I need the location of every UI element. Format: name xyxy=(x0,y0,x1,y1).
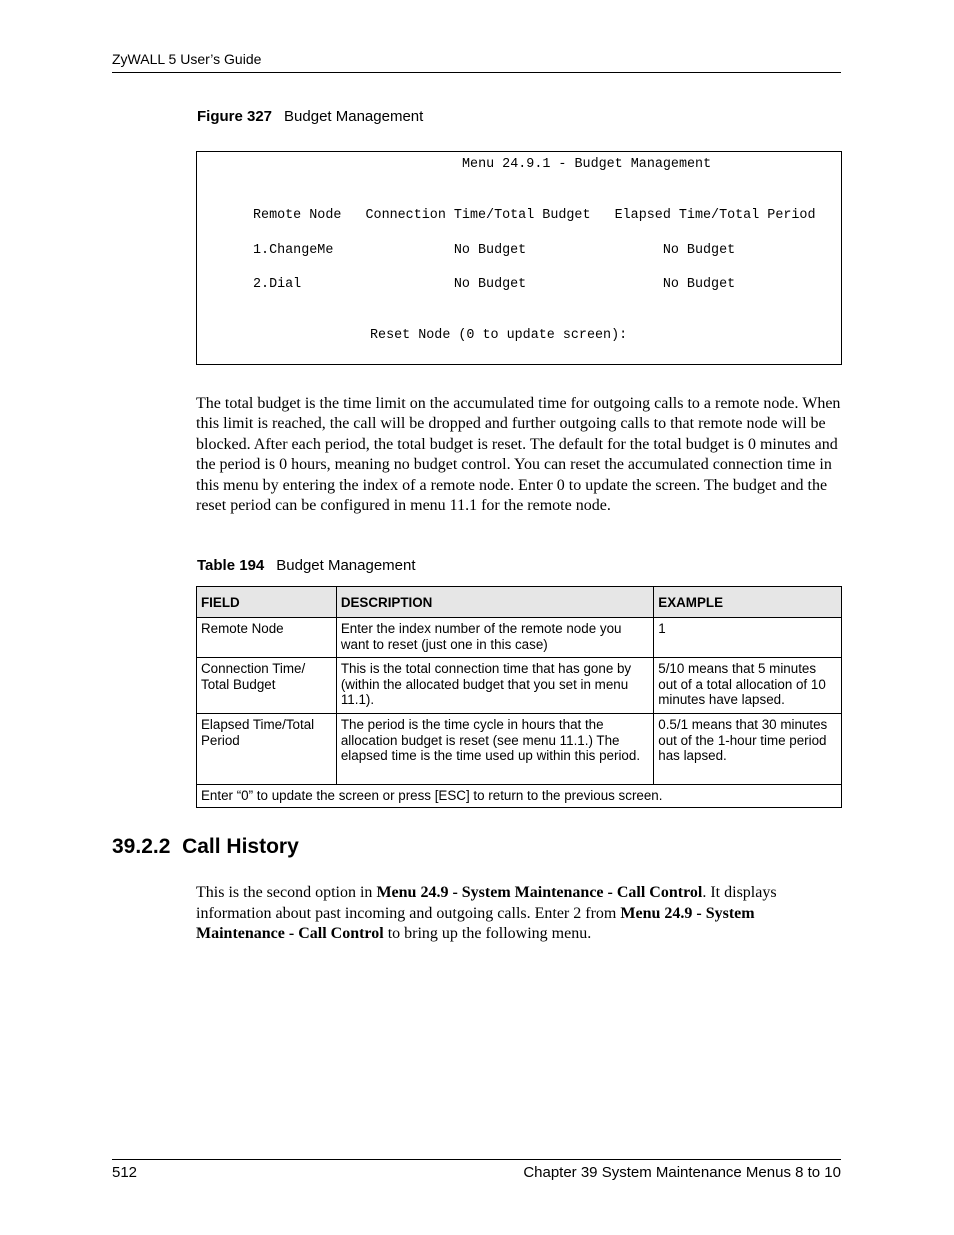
table-header-row xyxy=(197,587,842,618)
menu-title: Menu 24.9.1 - Budget Management xyxy=(462,157,712,172)
section-heading xyxy=(112,835,299,859)
figure-caption xyxy=(197,108,423,125)
field-cell: Remote Node xyxy=(197,618,337,658)
menu-reference: Menu 24.9 - System Maintenance - Call Control xyxy=(376,884,703,901)
section-number: 39.2.2 xyxy=(112,835,171,858)
field-cell: Elapsed Time/Total Period xyxy=(197,714,337,785)
menu-screen xyxy=(196,151,842,365)
field-cell: Connection Time/ Total Budget xyxy=(197,658,337,714)
menu-row: 1.ChangeMe No Budget No Budget xyxy=(253,243,736,258)
column-header-description: DESCRIPTION xyxy=(336,587,653,618)
description-cell: Enter the index number of the remote node you want to reset (just one in this case) xyxy=(336,618,653,658)
para-text: . It displays information about past incoming and outgoing calls. Enter 2 from xyxy=(196,884,777,922)
menu-row: 2.Dial No Budget No Budget xyxy=(253,277,736,292)
para-text: This is the second option in xyxy=(196,884,377,901)
description-cell: The period is the time cycle in hours that the allocation budget is reset (see menu 11.1.) The elapsed time is the time used up within this period. xyxy=(336,714,653,785)
page-header xyxy=(112,51,841,73)
table-caption xyxy=(197,557,416,574)
column-header-field: FIELD xyxy=(197,587,337,618)
budget-management-table xyxy=(196,586,842,808)
table-row xyxy=(197,714,842,785)
menu-reference: Menu 24.9 - System Maintenance - Call Control xyxy=(196,904,755,942)
description-cell: This is the total connection time that has gone by (within the allocated budget that you set in menu 11.1). xyxy=(336,658,653,714)
menu-column-headers: Remote Node Connection Time/Total Budget Elapsed Time/Total Period xyxy=(253,208,816,223)
body-paragraph: The total budget is the time limit on the accumulated time for outgoing calls to a remote node. When this limit is reached, the call will be dropped and further outgoing calls to that remote node will be blocked. After each period, the total budget is reset. The default for the total budget is 0 minutes and the period is 0 hours, meaning no budget control. You can reset the accumulated connection time in this menu by entering the index of a remote node. Enter 0 to update the screen. The budget and the reset period can be configured in menu 11.1 for the remote node. xyxy=(196,395,841,515)
table-title: Budget Management xyxy=(276,557,416,574)
section-paragraph xyxy=(196,883,841,945)
table-footer-note: Enter “0” to update the screen or press [ESC] to return to the previous screen. xyxy=(197,785,842,808)
table-label: Table 194 xyxy=(197,557,265,574)
page-footer xyxy=(112,1159,841,1181)
figure-title: Budget Management xyxy=(284,108,424,125)
section-title: Call History xyxy=(182,835,299,858)
example-cell: 1 xyxy=(654,618,842,658)
table-row xyxy=(197,658,842,714)
table-footer-row xyxy=(197,785,842,808)
header-title: ZyWALL 5 User’s Guide xyxy=(112,51,262,67)
page-number: 512 xyxy=(112,1164,138,1181)
chapter-title: Chapter 39 System Maintenance Menus 8 to 10 xyxy=(523,1164,841,1181)
table-row xyxy=(197,618,842,658)
example-cell: 0.5/1 means that 30 minutes out of the 1-hour time period has lapsed. xyxy=(654,714,842,785)
para-text: to bring up the following menu. xyxy=(383,925,592,942)
figure-label: Figure 327 xyxy=(197,108,273,125)
column-header-example: EXAMPLE xyxy=(654,587,842,618)
example-cell: 5/10 means that 5 minutes out of a total allocation of 10 minutes have lapsed. xyxy=(654,658,842,714)
menu-prompt: Reset Node (0 to update screen): xyxy=(370,328,628,343)
